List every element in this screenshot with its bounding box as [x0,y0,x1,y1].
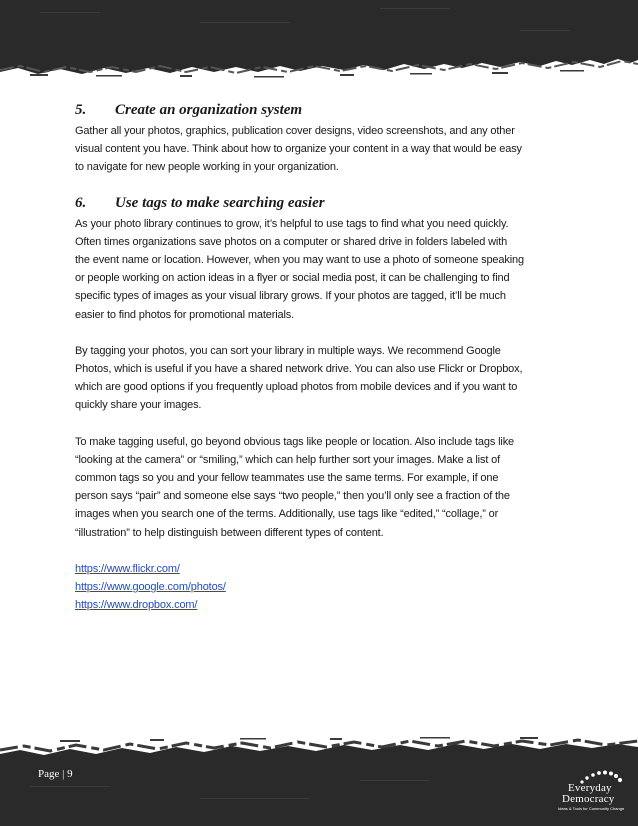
section-title: Use tags to make searching easier [115,194,325,211]
header-band [0,0,638,86]
text-line: As your photo library continues to grow, it’s helpful to use tags to find what you need quickly. [75,217,509,230]
text-line: “looking at the camera” or “smiling,” which can help further sort your images. Make a list of [75,453,501,466]
google-photos-link[interactable]: https://www.google.com/photos/ [75,581,226,594]
text-line: person says “pair” and someone else says “two people,” then you’ll only see a fraction of the [75,490,510,503]
link-list [75,560,575,615]
flickr-link[interactable]: https://www.flickr.com/ [75,562,180,575]
section-title: Create an organization system [115,102,303,118]
logo-line-1: Everyday [568,782,612,794]
text-line: Photos, which is useful if you have a shared network drive. You can also use Flickr or Dropbox, [75,363,523,376]
page-number: Page | 9 [38,768,73,780]
text-line: visual content you have. Think about how to organize your content in a way that would be easy [75,143,522,156]
text-line: to navigate for new people working in your organization. [75,161,339,174]
section-6 [75,193,575,615]
text-line: which are good options if you frequently upload photos from mobile devices and if you want to [75,381,518,394]
text-line: the event name or location. However, when you may want to use a photo of someone speaking [75,254,524,267]
text-line: or people working on action ideas in a flyer or social media post, it can be challenging to find [75,272,510,285]
text-line: easier to find photos for promotional materials. [75,308,295,321]
text-line: specific types of images as your visual library grows. If your photos are tagged, it’ll be much [75,290,506,303]
logo-tagline: Ideas & Tools for Community Change [558,806,625,811]
text-line: images when you search one of the terms. Additionally, use tags like “edited,” “collage,” or [75,508,499,521]
text-line: Often times organizations save photos on a computer or shared drive in folders labeled with [75,235,508,248]
everyday-democracy-logo [560,768,632,818]
section-heading [75,100,575,120]
dropbox-link[interactable]: https://www.dropbox.com/ [75,599,198,612]
section-heading [75,193,575,213]
paragraph [75,342,575,415]
section-5 [75,100,575,177]
text-line: quickly share your images. [75,399,202,412]
section-number: 6. [75,194,87,211]
text-line: “illustration” to help distinguish between different types of content. [75,526,384,539]
footer-band [0,736,638,826]
section-number: 5. [75,102,87,118]
logo-line-2: Democracy [562,793,615,805]
text-line: By tagging your photos, you can sort your library in multiple ways. We recommend Google [75,344,501,357]
paragraph [75,215,575,324]
paragraph [75,433,575,542]
paragraph [75,122,575,177]
text-line: Gather all your photos, graphics, publication cover designs, video screenshots, and any other [75,125,515,137]
text-line: common tags so you and your fellow teammates use the same terms. For example, if one [75,472,499,485]
text-line: To make tagging useful, go beyond obvious tags like people or location. Also include tags like [75,435,515,448]
page-content [75,100,575,614]
